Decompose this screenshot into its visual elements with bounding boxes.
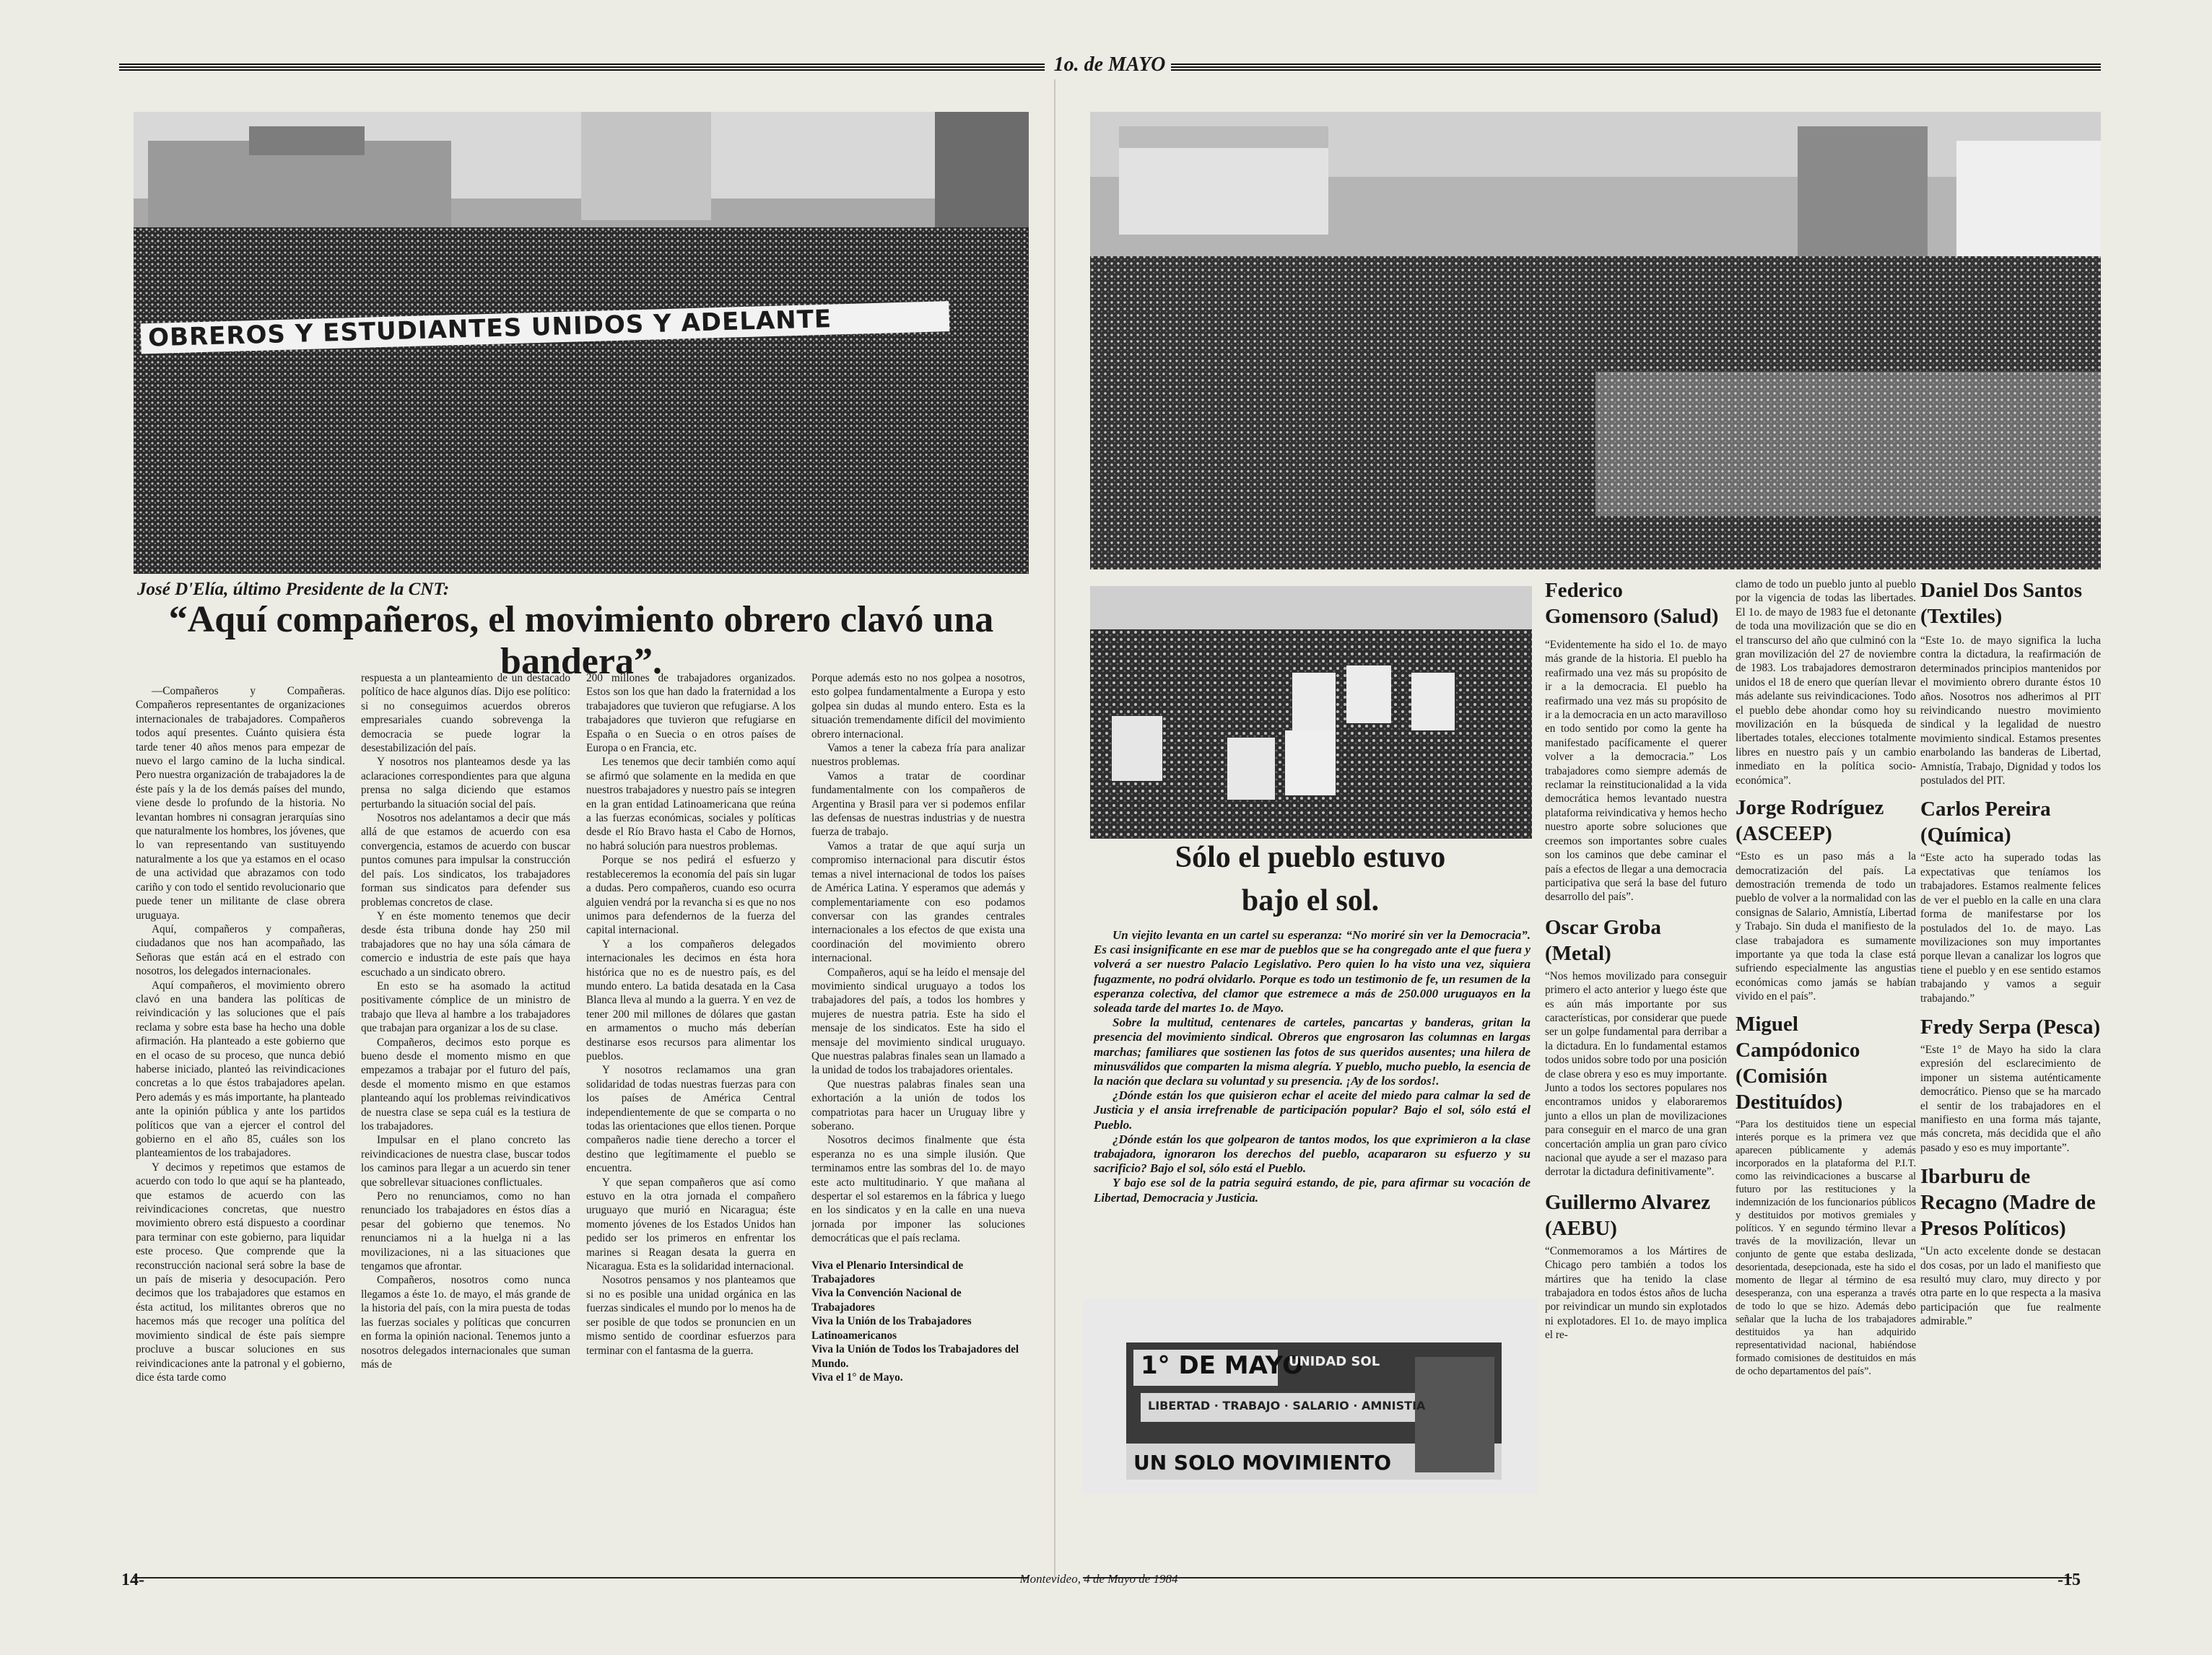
statement-gomensoro <box>1545 577 1727 904</box>
statement-text: “Este 1° de Mayo ha sido la clara expresión del esclarecimiento de imponer un sistema auténticamente democrático. Pienso que se ha marcado el sentir de los trabajadores en el manifiesto en una forma más tajante, más concreta, más decidida que el año pasado y eso es muy importante”. <box>1920 1043 2101 1154</box>
footer-rule-left <box>134 1577 1029 1578</box>
speech-column-2: respuesta a un planteamiento de un destacado político de hace algunos días. Dijo ese político: si no conseguimos acuerdos obreros empresariales cuando sobrevenga la democracia se puede lograr la desestabilización del país. Y nosotros nos planteamos desde ya las aclaraciones correspondientes para que alguna prensa no salga diciendo que estamos perturbando la situación social del país. Nosotros nos adelantamos a decir que más allá de que estamos de acuerdo con esa convergencia, estamos de acuerdo con buscar puntos comunes para impulsar la construcción del país. Los sindicatos, los trabajadores forman sus sindicatos para defender sus problemas concretos de clase. Y en éste momento tenemos que decir desde ésta tribuna donde hay 250 mil trabajadores que no hay una sóla cámara de comercio e industria de este país que haya escuchado a un sindicato obrero. En esto se ha asomado la actitud positivamente cómplice de un ministro de trabajo que lleva al hambre a los trabajadores que trabajan para organizar a los de su clase. Compañeros, decimos esto porque es bueno desde el momento mismo en que empezamos a trabajar por el futuro del país, desde el momento mismo en que estamos planteando aquí los problemas reivindicativos de nuestra clase se sepa cuál es la testiura de los trabajadores. Impulsar en el plano concreto las reivindicaciones de nuestra clase, buscar todos los caminos para llegar a un acuerdo sin tener que sobrellevar situaciones conflictuales. Pero no renunciamos, como no han renunciado los trabajadores en éstos días a pesar del gobierno que tenemos. No renunciamos ni a la huelga ni a las movilizaciones, ni a las situaciones que tengamos que afrontar. Compañeros, nosotros como nunca llegamos a éste 1o. de mayo, el más grande de la historia del país, con la mira puesta de todas las fuerzas sociales y políticas que concurren en forma la opinión nacional. Tenemos junto a nosotros delegados internacionales que suman más de <box>361 672 570 1371</box>
dateline: Montevideo, 4 de Mayo de 1984 <box>1019 1572 1178 1586</box>
statement-text: “Conmemoramos a los Mártires de Chicago pero también a todos los mártires que ha tenido la clase trabajadora en todos éstos años de lucha por reivindicar un mundo sin explotados ni explotadores. El 1o. de mayo implica el re- <box>1545 1244 1727 1342</box>
banner-photo-top-text: 1° DE MAYO <box>1141 1351 1303 1380</box>
header-rule-left <box>119 64 1045 72</box>
page-number-right: -15 <box>2058 1571 2081 1589</box>
statement-campodonico <box>1736 1011 1916 1378</box>
banner-photo-side-text: UNIDAD SOL <box>1289 1354 1380 1369</box>
statement-alvarez-continued <box>1736 577 1916 787</box>
statement-text: “Evidentemente ha sido el 1o. de mayo más grande de la historia. El pueblo ha reafirmado una vez más su propósito de ir a la democracia. El pueblo ha reafirmado una vez más su propósito de ir a la democracia en un acto maravilloso en todo sentido por como la gente ha manifestado pacíficamente el querer volver a la democracia.” Los trabajadores como siempre además de reclamar la reinstitucionalidad a la vida democrática hemos levantado nuestra plataforma reivindicativa y hemos hecho nuestro aporte sobre soluciones que creemos son importantes sobre cuales son los caminos que debe caminar el país a efectos de llegar a una democracia participativa que será la base del futuro desarrollo del país”. <box>1545 639 1727 904</box>
statement-rodriguez <box>1736 795 1916 1003</box>
speaker-name: Carlos Pereira (Química) <box>1920 798 2051 847</box>
banner-photo-bottom-text: UN SOLO MOVIMIENTO <box>1133 1451 1392 1475</box>
statement-groba <box>1545 914 1727 1179</box>
statements-column-c <box>1920 577 2101 1329</box>
statement-dos-santos <box>1920 577 2101 787</box>
speaker-name: Oscar Groba (Metal) <box>1545 915 1661 965</box>
speaker-name: Guillermo Alvarez (AEBU) <box>1545 1190 1710 1240</box>
header-rule-right <box>1171 64 2101 72</box>
speaker-name: Fredy Serpa (Pesca) <box>1920 1015 2101 1039</box>
statement-alvarez <box>1545 1189 1727 1342</box>
statements-column-b <box>1736 577 1916 1378</box>
speech-column-4: Porque además esto no nos golpea a nosotros, esto golpea fundamentalmente a Europa y esto golpea sin dudas al mundo entero. Esta es la situación tremendamente difícil del movimiento obrero internacional. Vamos a tener la cabeza fría para analizar nuestros problemas. Vamos a tratar de coordinar fundamentalmente con los compañeros de Argentina y Brasil para ver si podemos enfilar las defensas de nuestras industrias y de nuestra fuerza de trabajo. Vamos a tratar de que aquí surja un compromiso internacional para discutir éstos temas a nivel internacional de todos los países de América Latina. Y esperamos que además y complementariamente con eso podamos conversar con las grandes centrales internacionales a los efectos de que exista una coordinación del movimiento obrero internacional. Compañeros, aquí se ha leído el mensaje del movimiento sindical uruguayo a todos los trabajadores del país, a todos los hombres y mujeres de nuestra patria. Este ha sido el mensaje de los sindicatos. Este ha sido el mensaje del movimiento sindical uruguayo. Que nuestras palabras finales sean un llamado a la unidad de todos los trabajadores orientales. Que nuestras palabras finales sean una exhortación a la unión de todos los compatriotas para hacer un Uruguay libre y soberano. Nosotros decimos finalmente que ésta esperanza no es una simple ilusión. Que terminamos entre las sombras del 1o. de mayo este acto multitudinario. Y que mañana al despertar el sol estaremos en la fábrica y luego en los sindicatos y en la calle en una nueva jornada por imponer las soluciones democráticas que el país reclama. Viva el Plenario Intersindical de Trabajadores Viva la Convención Nacional de Trabajadores Viva la Unión de los Trabajadores Latinoamericanos Viva la Unión de Todos los Trabajadores del Mundo. Viva el 1° de Mayo. <box>811 672 1025 1384</box>
center-fold <box>1054 79 1055 1581</box>
statement-text: “Este acto ha superado todas las expectativas que teníamos los trabajadores. Estamos realmente felices de ver el pueblo en la calle en una clara forma de manifestarse por los postulados del 1o. de mayo. Las movilizaciones son muy importantes porque llevan a canalizar los logros que tiene el pueblo y en ese sentido estamos trabajando y vamos a seguir trabajando.” <box>1920 852 2101 1005</box>
speaker-name: Miguel Campódonico (Comisión Destituídos) <box>1736 1012 1860 1114</box>
closing-cheers: Viva el Plenario Intersindical de Trabajadores Viva la Convención Nacional de Trabajadores Viva la Unión de los Trabajadores Latinoamericanos Viva la Unión de Todos los Trabajadores del Mundo. Viva el 1° de Mayo. <box>811 1259 1019 1384</box>
section-title: 1o. de MAYO <box>1053 53 1166 76</box>
statement-serpa <box>1920 1014 2101 1155</box>
story-headline: Sólo el pueblo estuvo bajo el sol. <box>1175 841 1446 917</box>
page-number-left: 14- <box>121 1571 144 1589</box>
crowd-photo-right <box>1090 112 2101 569</box>
footer-rule-right <box>1083 1577 2072 1578</box>
portraits-photo-image <box>1090 586 1532 839</box>
speaker-name: Jorge Rodríguez (ASCEEP) <box>1736 796 1884 846</box>
banner-photo-sign-text: LIBERTAD · TRABAJO · SALARIO · AMNISTIA <box>1148 1399 1426 1412</box>
crowd-photo-left <box>134 112 1029 574</box>
statement-pereira <box>1920 796 2101 1005</box>
lead-headline: “Aquí compañeros, el movimiento obrero clavó una bandera”. <box>168 599 994 682</box>
story-body: Un viejito levanta en un cartel su esperanza: “No moriré sin ver la Democracia”. Es casi insignificante en ese mar de pueblos que se ha congregado ante el que fuera y volverá a ser nuestro Palacio Legislativo. Pero quien lo ha visto una vez, siquiera fugazmente, no podrá olvidarlo. Porque es todo un testimonio de fe, un resumen de la esperanza colectiva, del clamor que estremece a más de 250.000 uruguayos en la soleada tarde del martes 1o. de Mayo. Sobre la multitud, centenares de carteles, pancartas y banderas, gritan la presencia del movimiento sindical. Obreros que engrosaron las columnas en largas marchas; familiares que sostienen las fotos de sus queridos ausentes; una hilera de minusválidos que comparten la misma alegría. Y pueblo, mucho pueblo, la esencia de la nación que declara su voluntad y su presencia. ¡Ay de los sordos!. ¿Dónde están los que quisieron echar el aceite del miedo para calmar la sed de Justicia y el ansia irrefrenable de participación popular? Bajo el sol, sólo está el Pueblo. ¿Dónde están los que golpearon de tantos modos, los que exprimieron a la clase trabajadora, ignoraron los derechos del pueblo, acapararon su esfuerzo y su sacrificio? Bajo el sol, sólo está el Pueblo. Y bajo ese sol de la patria seguirá estando, de pie, para afirmar su vocación de Libertad, Democracia y Justicia. <box>1094 928 1530 1205</box>
statement-text: “Nos hemos movilizado para conseguir primero el acto anterior y luego éste que es aún más importante por sus características, por considerar que puede ser un golpe fundamental para derribar a la dictadura. En lo fundamental estamos todos unidos sobre todo por una posición de clase obrera y eso es muy importante. Junto a todos los sectores populares nos encontramos unidos y elaboraremos junto a ellos un plan de movilizaciones para conseguir en el marco de una gran concertación amplia un gran paro cívico nacional que ayude a ser el mazaso para derrotar la dictadura definitivamente”. <box>1545 969 1727 1179</box>
speech-column-3: 200 millones de trabajadores organizados. Estos son los que han dado la fraternidad a los trabajadores que tuvieron que refugiarse. A los trabajadores que tuvieron que refugiarse en España o en Suecia o en otros países de Europa o en Francia, etc. Les tenemos que decir también como aquí se afirmó que solamente en la medida en que nuestros trabajadores y nuestro país se integren en la gran entidad Latinoamericana que reúna a las fuerzas económicas, sociales y políticas desde el Río Bravo hasta el Cabo de Hornos, no habrá solución para nuestros problemas. Porque se nos pedirá el esfuerzo y restableceremos la economía del país sin lugar a dudas. Pero compañeros, cuando eso ocurra alguien vendrá por la revancha si es que no nos unimos para defendernos de la fuerza del capital internacional. Y a los compañeros delegados internacionales les decimos en ésta hora histórica que no es de nuestro país, es del mundo entero. La batida desatada en la Casa Blanca lleva al mundo a la guerra. Y en vez de tener 200 mil millones de dólares que gastan en armamentos o mucho más deberían destinarse esos recursos para alimentar los pueblos. Y nosotros reclamamos una gran solidaridad de todas nuestras fuerzas para con los países de América Central independientemente de que se comparta o no todas las orientaciones que ellos tienen. Porque compañeros nadie tiene derecho a torcer el destino que legítimamente el pueblo se encuentra. Y que sepan compañeros que así como estuvo en la otra jornada el compañero uruguayo que murió en Nicaragua; éste momento jóvenes de los Estados Unidos han pedido ser los primeros en enfrentar los marines si Reagan desata la guerra en Nicaragua. Esta es la solidaridad internacional. Nosotros pensamos y nos planteamos que si no es posible una unidad orgánica en las fuerzas sindicales el mundo por lo menos ha de ser posible de que todos se pronuncien en un mismo sentido de coordinar esfuerzos para terminar con el fantasma de la guerra. <box>586 672 796 1357</box>
speaker-name: Federico Gomensoro (Salud) <box>1545 579 1719 628</box>
banner-text: OBREROS Y ESTUDIANTES UNIDOS Y ADELANTE <box>147 305 832 353</box>
kicker: José D'Elía, último Presidente de la CNT: <box>137 580 450 599</box>
portraits-photo <box>1090 586 1532 839</box>
statement-text: “Esto es un paso más a la democratización del país. La demostración tremenda de todo un pueblo de volver a la normalidad con las consignas de Salario, Amnistía, Libertad y Trabajo. Sin duda el manifiesto de la clase trabajadora es sumamente importante ya que toda la clase está sufriendo especialmente las angustias económicas como jamás se habían vivido en el país”. <box>1736 850 1916 1003</box>
statement-text: “Este 1o. de mayo significa la lucha contra la dictadura, la reafirmación de determinados principios mantenidos por el movimiento obrero durante éstos 10 años. Nosotros nos adherimos al PIT reivindicando nuestro movimiento sindical y la legalidad de nuestro movimiento sindical. Estamos presentes enarbolando las banderas de Libertad, Amnistía, Trabajo, Dignidad y todos los postulados del PIT. <box>1920 634 2101 787</box>
statement-text: “Para los destituidos tiene un especial interés porque es la primera vez que aparecen públicamente y además incorporados en la plataforma del P.I.T. como las reivindicaciones a buscarse al futuro por las restituciones y la indemnización de los funcionarios públicos y destituidos por motivos gremiales y políticos. Y en segundo término llevar a través de la movilización, llevar un conjunto de gente que estaba deslizada, desorientada, desepcionada, este ha sido el momento de llegar al término de esa desesperanza, con una esperanza a través de todo lo que se hizo. Además debo señalar que la lucha de los trabajadores destituidos ya han adquirido representatividad nacional, habiéndose formado comisiones de destituidos en más de ocho departamentos del país”. <box>1736 1118 1916 1377</box>
speech-column-1: —Compañeros y Compañeras. Compañeros representantes de organizaciones internacionales de trabajadores. Compañeros todos aquí presentes. Cuánto quisiera ésta tarde tener 40 años menos para empezar de nuevo el largo camino de la lucha sindical. Pero nuestra organización de trabajadores la de éste país y la de los demás países del mundo, viene desde lo profundo de la historia. No levantan hombres ni consagran jerarquías sino que naturalmente los hombres, los jóvenes, que lo van representando van sustituyendo naturalmente a los que ya estamos en el ocaso de una actividad que abrazamos con todo cariño y con todo el sentido revolucionario que puede tener un militante de clase obrera uruguaya. Aquí, compañeros y compañeras, ciudadanos que nos han acompañado, las Señoras que están acá en el estrado con nosotros, los delegados internacionales. Aquí compañeros, el movimiento obrero clavó en una bandera las políticas de reivindicación y las soluciones que el país reclama y sobre esta base ha hecho una doble afirmación. Ha planteado a este gobierno que en el ocaso de su proceso, que nunca debió haberse iniciado, planteó las reivindicaciones concretas a lo que éstos trabajadores apelan. Pero además y es más importante, ha planteado ante la opinión pública y ante los partidos políticos que van a ejercer el control del gobierno en el año 85, cuáles son los planteamientos de los trabajadores. Y decimos y repetimos que estamos de acuerdo con todo lo que aquí se ha planteado, que estamos de acuerdo con las reivindicaciones concretas, que nuestro movimiento obrero está dispuesto a coordinar para terminar con este gobierno, para liquidar este proceso. Que comprende que la reconstrucción nacional será sobre la base de un país de miseria y desocupación. Pero decimos que los trabajadores que estamos en ésta actitud, los militantes obreros que no hacemos más que recoger una política del movimiento sindical de éste país siempre procluve a buscar soluciones en sus reivindicaciones ante la patronal y el gobierno, dice ésta tarde como <box>136 685 345 1384</box>
statements-column-a <box>1545 577 1727 1342</box>
banner-photo <box>1083 1299 1538 1494</box>
statement-text: clamo de todo un pueblo junto al pueblo por la vigencia de todas las libertades. El 1o. de mayo de 1983 fue el detonante de toda una movilización que se dio en el transcurso del año que culminó con la gran movilización del 27 de noviembre de 1983. Los trabajadores demostraron unidos el 18 de enero que querían llevar más adelante sus reivindicaciones. Todo el pueblo debe ahondar como hoy su movilización en la búsqueda de libertades totales, elecciones totalmente libres en nuestro país y un cambio inmediato en la política socio-económica”. <box>1736 578 1916 787</box>
speaker-name: Daniel Dos Santos (Textiles) <box>1920 579 2082 628</box>
crowd-photo-right-image <box>1090 112 2101 569</box>
statement-ibarburu <box>1920 1163 2101 1328</box>
speaker-name: Ibarburu de Recagno (Madre de Presos Políticos) <box>1920 1165 2096 1241</box>
statement-text: “Un acto excelente donde se destacan dos cosas, por un lado el manifiesto que resultó muy claro, muy directo y por otra parte en lo que respecta a la masiva participación que fue realmente admirable.” <box>1920 1245 2101 1328</box>
